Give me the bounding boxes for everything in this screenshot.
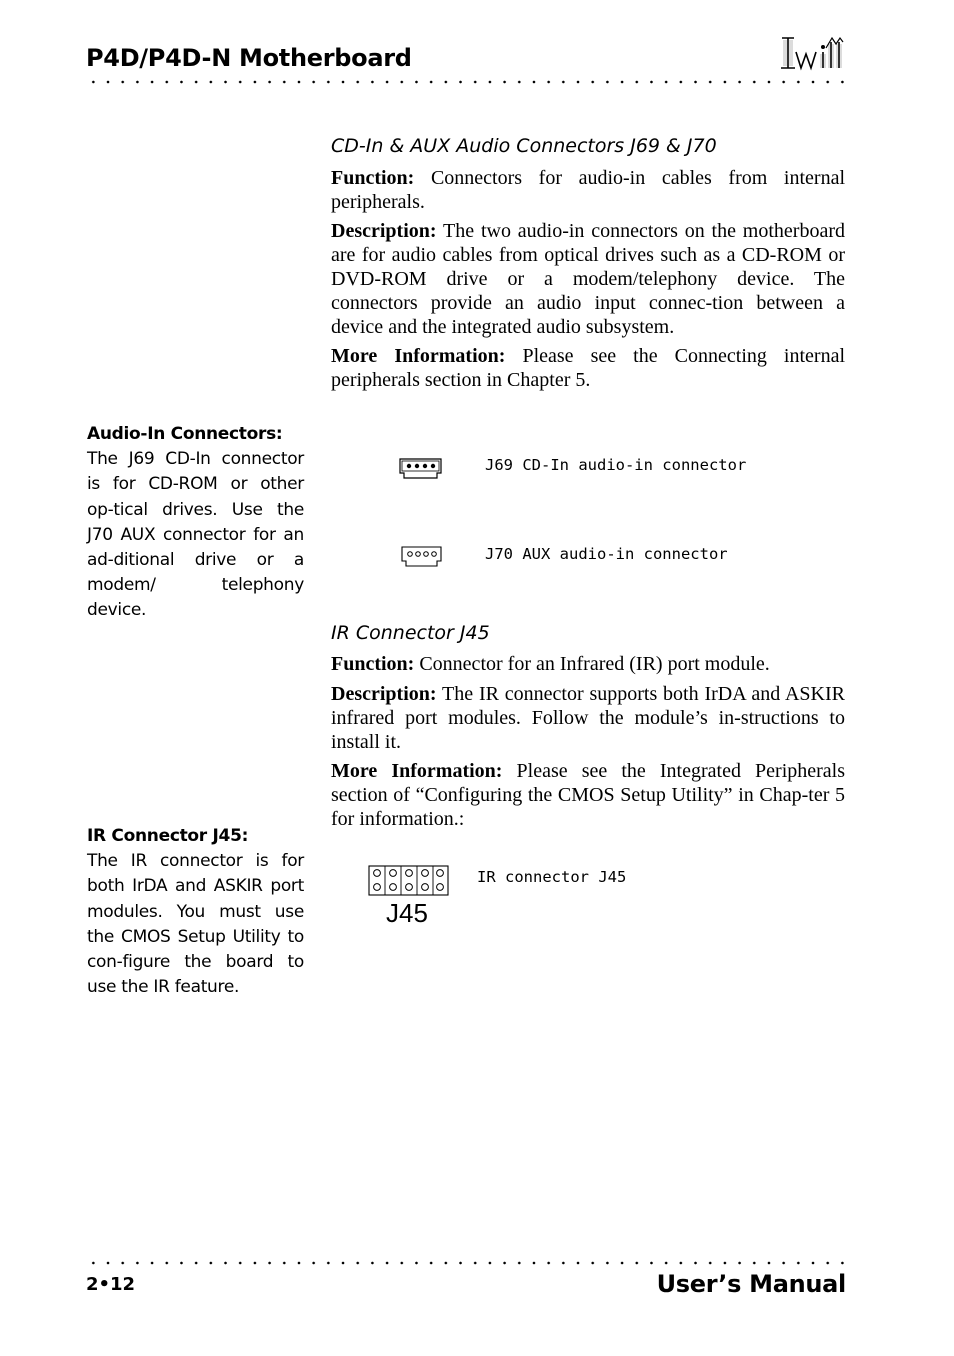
cd-function-label: Function: [331, 167, 415, 189]
cd-more-info-paragraph [331, 344, 845, 392]
sidebar-audio-in-text: The J69 CD-In connector is for CD-ROM or other op-tical drives. Use the J70 AUX connector for an ad-ditional drive or a modem/ telephony device. [87, 449, 304, 621]
ir-more-info-text: Please see the Integrated Peripherals section of “Configuring the CMOS Setup Utility” in Chap-ter 5 for information.: [331, 760, 845, 830]
sidebar-ir-connector [87, 824, 304, 1000]
ir-more-info-paragraph [331, 759, 845, 831]
cd-function-text: Connectors for audio-in cables from internal peripherals. [331, 167, 845, 213]
ir-section-heading: IR Connector J45 [331, 622, 490, 644]
ir-function-text: Connector for an Infrared (IR) port module. [414, 653, 770, 675]
header-dotted-rule [86, 80, 846, 84]
cd-more-info-label: More Information: [331, 345, 506, 367]
j45-caption: IR connector J45 [477, 868, 627, 886]
ir-description-text: The IR connector supports both IrDA and ASKIR infrared port modules. Follow the module’s in-structions to install it. [331, 683, 845, 753]
cd-function-paragraph [331, 166, 845, 214]
ir-description-paragraph [331, 682, 845, 754]
j70-caption: J70 AUX audio-in connector [485, 545, 728, 563]
footer-dotted-rule [86, 1261, 846, 1265]
cd-description-paragraph [331, 219, 845, 339]
cd-section-heading: CD-In & AUX Audio Connectors J69 & J70 [331, 135, 717, 157]
cd-description-label: Description: [331, 220, 437, 242]
cd-more-info-text: Please see the Connecting internal peripherals section in Chapter 5. [331, 345, 845, 391]
sidebar-audio-in [87, 422, 304, 624]
j70-connector-icon [401, 546, 443, 568]
footer-manual-title: User’s Manual [656, 1270, 846, 1298]
j45-connector-icon [368, 865, 449, 896]
ir-description-label: Description: [331, 683, 437, 705]
iwill-logo-icon [776, 34, 848, 74]
cd-description-text: The two audio-in connectors on the motherboard are for audio cables from optical drives such as a CD-ROM or DVD-ROM drive or a modem/telephony device. The connectors provide an audio input connec-tion between a device and the integrated audio subsystem. [331, 220, 845, 338]
sidebar-ir-title: IR Connector J45: [87, 826, 249, 846]
j69-caption: J69 CD-In audio-in connector [485, 456, 747, 474]
sidebar-audio-in-title: Audio-In Connectors: [87, 424, 283, 444]
ir-function-label: Function: [331, 653, 415, 675]
j45-figure-label: J45 [386, 898, 428, 928]
ir-function-paragraph [331, 652, 845, 676]
sidebar-ir-text: The IR connector is for both IrDA and ASKIR port modules. You must use the CMOS Setup Utility to con-figure the board to use the IR feature. [87, 851, 304, 998]
page-number: 2•12 [86, 1274, 136, 1295]
j69-connector-icon [399, 458, 443, 480]
page-header-title: P4D/P4D-N Motherboard [86, 44, 412, 72]
ir-more-info-label: More Information: [331, 760, 503, 782]
